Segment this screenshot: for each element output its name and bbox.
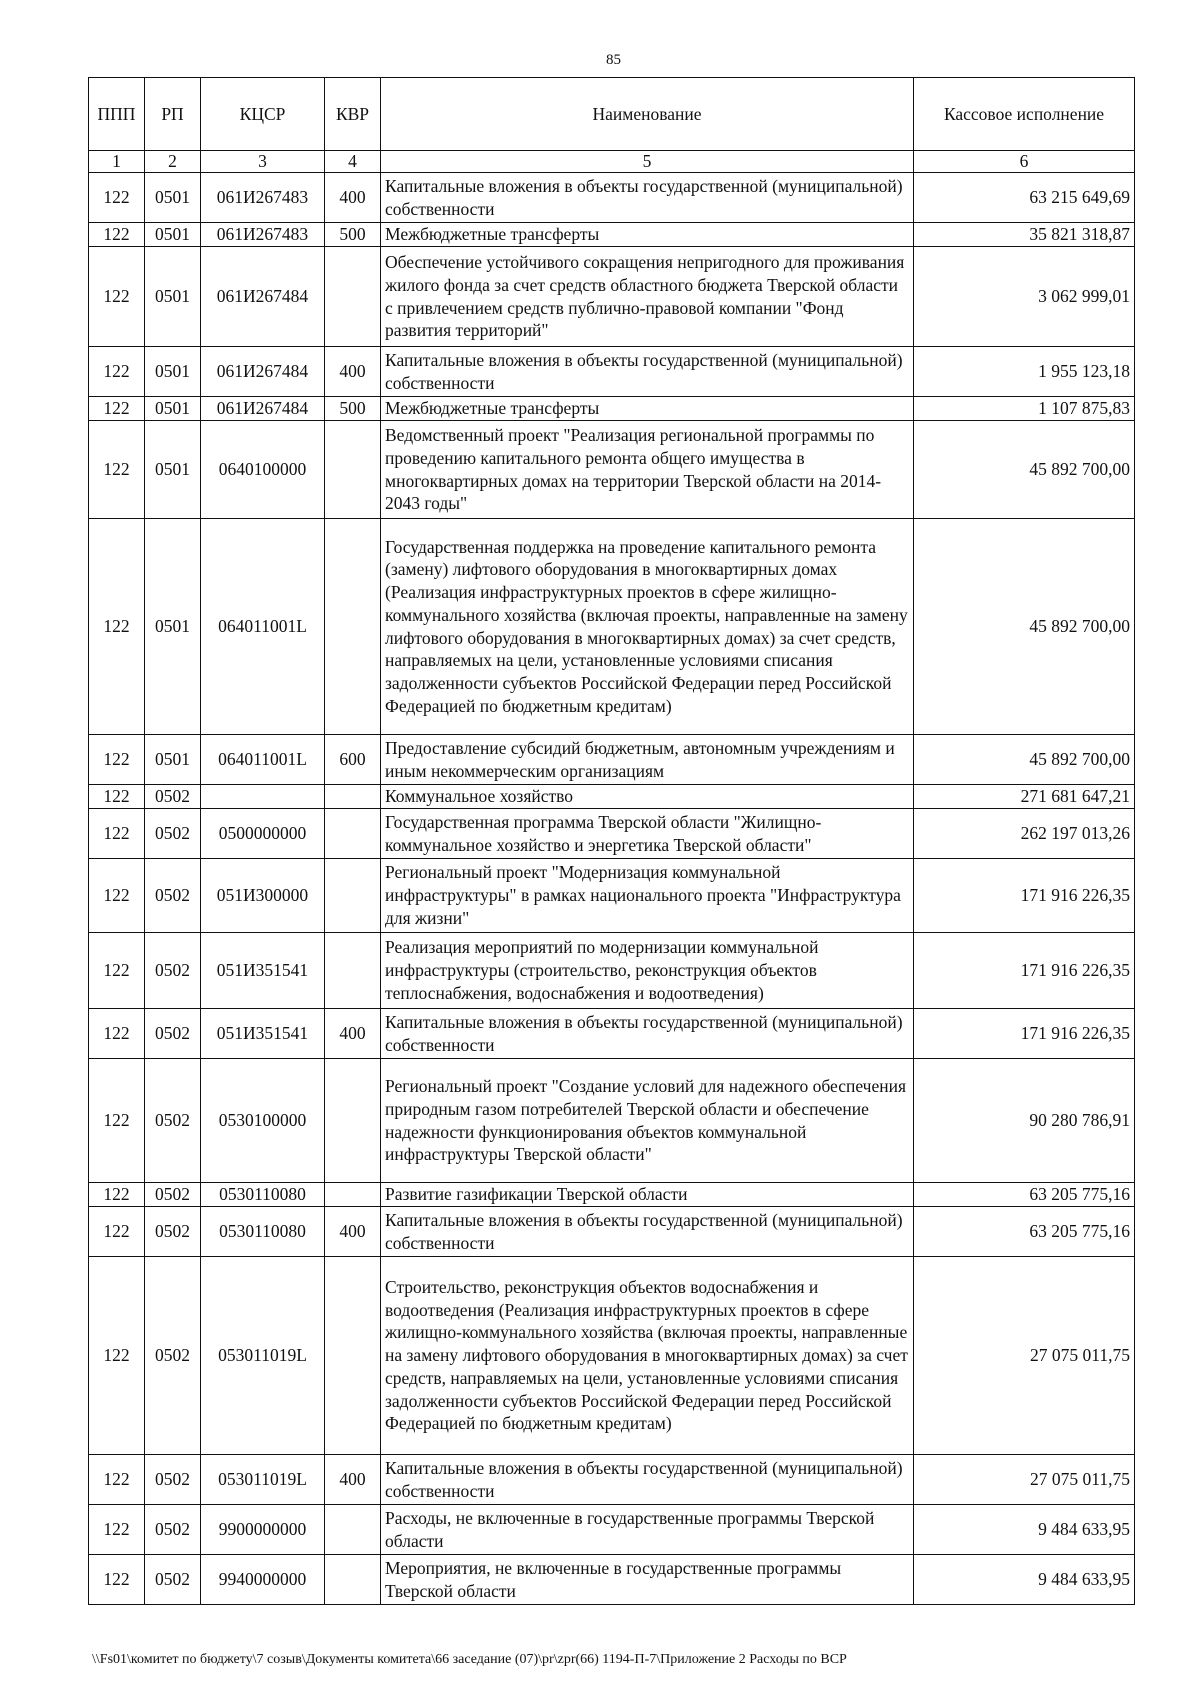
- cell-ppp: 122: [89, 1207, 145, 1257]
- cell-kvr: [325, 859, 381, 933]
- cell-sum: 45 892 700,00: [914, 519, 1135, 735]
- cell-rp: 0501: [145, 421, 201, 519]
- cell-sum: 262 197 013,26: [914, 809, 1135, 859]
- cell-kvr: [325, 1059, 381, 1183]
- cell-ppp: 122: [89, 223, 145, 247]
- header-sum: Кассовое исполнение: [914, 78, 1135, 151]
- table-row: [89, 1183, 1135, 1207]
- cell-sum: 63 215 649,69: [914, 173, 1135, 223]
- cell-kcsr: 053011019L: [201, 1455, 325, 1505]
- header-kvr: КВР: [325, 78, 381, 151]
- table-header-row: [89, 78, 1135, 151]
- cell-ppp: 122: [89, 173, 145, 223]
- cell-rp: 0501: [145, 519, 201, 735]
- cell-sum: 45 892 700,00: [914, 735, 1135, 785]
- cell-name: Межбюджетные трансферты: [381, 397, 914, 421]
- cell-sum: 90 280 786,91: [914, 1059, 1135, 1183]
- cell-kcsr: 051И351541: [201, 1009, 325, 1059]
- table-row: [89, 1455, 1135, 1505]
- cell-kcsr: 0530110080: [201, 1207, 325, 1257]
- cell-kvr: [325, 1257, 381, 1455]
- cell-kvr: [325, 785, 381, 809]
- column-number: 6: [914, 151, 1135, 173]
- cell-sum: 35 821 318,87: [914, 223, 1135, 247]
- cell-ppp: 122: [89, 1505, 145, 1555]
- cell-sum: 63 205 775,16: [914, 1207, 1135, 1257]
- cell-ppp: 122: [89, 1455, 145, 1505]
- cell-name: Коммунальное хозяйство: [381, 785, 914, 809]
- cell-kcsr: 053011019L: [201, 1257, 325, 1455]
- cell-kcsr: 9900000000: [201, 1505, 325, 1555]
- cell-ppp: 122: [89, 785, 145, 809]
- cell-kvr: [325, 933, 381, 1009]
- cell-sum: 45 892 700,00: [914, 421, 1135, 519]
- cell-sum: 27 075 011,75: [914, 1257, 1135, 1455]
- cell-kcsr: 051И300000: [201, 859, 325, 933]
- expenditure-table: [88, 77, 1135, 1605]
- cell-ppp: 122: [89, 859, 145, 933]
- cell-ppp: 122: [89, 247, 145, 347]
- cell-sum: 27 075 011,75: [914, 1455, 1135, 1505]
- cell-rp: 0502: [145, 1009, 201, 1059]
- cell-name: Государственная программа Тверской области "Жилищно-коммунальное хозяйство и энергетика Тверской области": [381, 809, 914, 859]
- cell-kcsr: 061И267483: [201, 173, 325, 223]
- cell-kcsr: 051И351541: [201, 933, 325, 1009]
- cell-name: Региональный проект "Модернизация коммунальной инфраструктуры" в рамках национального проекта "Инфраструктура для жизни": [381, 859, 914, 933]
- cell-sum: 171 916 226,35: [914, 933, 1135, 1009]
- cell-name: Предоставление субсидий бюджетным, автономным учреждениям и иным некоммерческим организациям: [381, 735, 914, 785]
- cell-kcsr: 061И267484: [201, 397, 325, 421]
- cell-kcsr: 061И267484: [201, 247, 325, 347]
- header-rp: РП: [145, 78, 201, 151]
- cell-kcsr: 0530110080: [201, 1183, 325, 1207]
- cell-sum: 271 681 647,21: [914, 785, 1135, 809]
- header-name: Наименование: [381, 78, 914, 151]
- cell-kvr: 400: [325, 1455, 381, 1505]
- table-row: [89, 173, 1135, 223]
- cell-kcsr: 9940000000: [201, 1555, 325, 1605]
- cell-sum: 9 484 633,95: [914, 1555, 1135, 1605]
- cell-rp: 0502: [145, 785, 201, 809]
- cell-kcsr: 061И267484: [201, 347, 325, 397]
- cell-ppp: 122: [89, 1555, 145, 1605]
- cell-kvr: [325, 247, 381, 347]
- cell-name: Межбюджетные трансферты: [381, 223, 914, 247]
- cell-ppp: 122: [89, 735, 145, 785]
- cell-kvr: 400: [325, 347, 381, 397]
- table-row: [89, 809, 1135, 859]
- cell-rp: 0501: [145, 223, 201, 247]
- table-row: [89, 1257, 1135, 1455]
- cell-rp: 0501: [145, 247, 201, 347]
- cell-kvr: [325, 1505, 381, 1555]
- cell-kvr: [325, 1183, 381, 1207]
- cell-sum: 3 062 999,01: [914, 247, 1135, 347]
- table-body: [89, 173, 1135, 1605]
- cell-rp: 0502: [145, 859, 201, 933]
- cell-kvr: [325, 421, 381, 519]
- cell-kvr: 500: [325, 397, 381, 421]
- cell-sum: 1 955 123,18: [914, 347, 1135, 397]
- cell-sum: 63 205 775,16: [914, 1183, 1135, 1207]
- column-number: 3: [201, 151, 325, 173]
- cell-kcsr: 0530100000: [201, 1059, 325, 1183]
- cell-name: Капитальные вложения в объекты государственной (муниципальной) собственности: [381, 347, 914, 397]
- table-row: [89, 1555, 1135, 1605]
- table-row: [89, 421, 1135, 519]
- cell-rp: 0502: [145, 1257, 201, 1455]
- table-row: [89, 933, 1135, 1009]
- column-number: 5: [381, 151, 914, 173]
- table-row: [89, 397, 1135, 421]
- table-row: [89, 519, 1135, 735]
- table-row: [89, 785, 1135, 809]
- cell-name: Реализация мероприятий по модернизации коммунальной инфраструктуры (строительство, реконструкция объектов теплоснабжения, водоснабжения и водоотведения): [381, 933, 914, 1009]
- table-row: [89, 1009, 1135, 1059]
- cell-name: Обеспечение устойчивого сокращения непригодного для проживания жилого фонда за счет средств областного бюджета Тверской области с привлечением средств публично-правовой компании "Фонд развития территорий": [381, 247, 914, 347]
- table-row: [89, 735, 1135, 785]
- cell-name: Развитие газификации Тверской области: [381, 1183, 914, 1207]
- column-number: 1: [89, 151, 145, 173]
- cell-kvr: [325, 809, 381, 859]
- cell-sum: 1 107 875,83: [914, 397, 1135, 421]
- cell-name: Региональный проект "Создание условий для надежного обеспечения природным газом потребителей Тверской области и обеспечение надежности функционирования объектов коммунальной инфраструктуры Тверской области": [381, 1059, 914, 1183]
- cell-kvr: 600: [325, 735, 381, 785]
- cell-rp: 0502: [145, 1059, 201, 1183]
- cell-kvr: 500: [325, 223, 381, 247]
- cell-rp: 0502: [145, 1183, 201, 1207]
- cell-name: Капитальные вложения в объекты государственной (муниципальной) собственности: [381, 1455, 914, 1505]
- cell-rp: 0502: [145, 1505, 201, 1555]
- cell-ppp: 122: [89, 347, 145, 397]
- cell-rp: 0501: [145, 173, 201, 223]
- cell-rp: 0502: [145, 1455, 201, 1505]
- cell-kvr: [325, 1555, 381, 1605]
- cell-rp: 0502: [145, 1555, 201, 1605]
- cell-name: Расходы, не включенные в государственные программы Тверской области: [381, 1505, 914, 1555]
- page-number: 85: [606, 52, 621, 68]
- cell-name: Капитальные вложения в объекты государственной (муниципальной) собственности: [381, 173, 914, 223]
- cell-rp: 0502: [145, 1207, 201, 1257]
- table-row: [89, 859, 1135, 933]
- cell-kcsr: 0640100000: [201, 421, 325, 519]
- cell-kcsr: 064011001L: [201, 519, 325, 735]
- cell-name: Строительство, реконструкция объектов водоснабжения и водоотведения (Реализация инфраструктурных проектов в сфере жилищно-коммунального хозяйства (включая проекты, направленные на замену лифтового оборудования в многоквартирных домах) за счет средств, направляемых на цели, установленные условиями списания задолженности субъектов Российской Федерации перед Российской Федерацией по бюджетным кредитам): [381, 1257, 914, 1455]
- table-row: [89, 347, 1135, 397]
- header-kcsr: КЦСР: [201, 78, 325, 151]
- cell-ppp: 122: [89, 1059, 145, 1183]
- cell-ppp: 122: [89, 1009, 145, 1059]
- cell-ppp: 122: [89, 933, 145, 1009]
- cell-name: Ведомственный проект "Реализация региональной программы по проведению капитального ремонта общего имущества в многоквартирных домах на территории Тверской области на 2014-2043 годы": [381, 421, 914, 519]
- cell-ppp: 122: [89, 1257, 145, 1455]
- cell-rp: 0501: [145, 397, 201, 421]
- cell-rp: 0501: [145, 347, 201, 397]
- table-row: [89, 1207, 1135, 1257]
- cell-name: Капитальные вложения в объекты государственной (муниципальной) собственности: [381, 1207, 914, 1257]
- cell-ppp: 122: [89, 519, 145, 735]
- cell-kcsr: 061И267483: [201, 223, 325, 247]
- cell-kvr: [325, 519, 381, 735]
- header-ppp: ППП: [89, 78, 145, 151]
- cell-name: Капитальные вложения в объекты государственной (муниципальной) собственности: [381, 1009, 914, 1059]
- table-row: [89, 247, 1135, 347]
- cell-kvr: 400: [325, 173, 381, 223]
- column-number: 2: [145, 151, 201, 173]
- column-number: 4: [325, 151, 381, 173]
- cell-ppp: 122: [89, 809, 145, 859]
- footer-file-path: \\Fs01\комитет по бюджету\7 созыв\Документы комитета\66 заседание (07)\pr\zpr(66) 1194-П-7\Приложение 2 Расходы по ВСР: [92, 1652, 847, 1667]
- table-row: [89, 223, 1135, 247]
- cell-kcsr: 064011001L: [201, 735, 325, 785]
- cell-name: Государственная поддержка на проведение капитального ремонта (замену) лифтового оборудования в многоквартирных домах (Реализация инфраструктурных проектов в сфере жилищно-коммунального хозяйства (включая проекты, направленные на замену лифтового оборудования в многоквартирных домах) за счет средств, направляемых на цели, установленные условиями списания задолженности субъектов Российской Федерации перед Российской Федерацией по бюджетным кредитам): [381, 519, 914, 735]
- cell-name: Мероприятия, не включенные в государственные программы Тверской области: [381, 1555, 914, 1605]
- cell-sum: 171 916 226,35: [914, 1009, 1135, 1059]
- cell-sum: 9 484 633,95: [914, 1505, 1135, 1555]
- table-row: [89, 1505, 1135, 1555]
- cell-ppp: 122: [89, 421, 145, 519]
- cell-ppp: 122: [89, 397, 145, 421]
- cell-kvr: 400: [325, 1207, 381, 1257]
- cell-rp: 0502: [145, 809, 201, 859]
- cell-kcsr: [201, 785, 325, 809]
- table-row: [89, 1059, 1135, 1183]
- cell-kcsr: 0500000000: [201, 809, 325, 859]
- cell-rp: 0501: [145, 735, 201, 785]
- cell-kvr: 400: [325, 1009, 381, 1059]
- cell-ppp: 122: [89, 1183, 145, 1207]
- cell-rp: 0502: [145, 933, 201, 1009]
- column-number-row: [89, 151, 1135, 173]
- cell-sum: 171 916 226,35: [914, 859, 1135, 933]
